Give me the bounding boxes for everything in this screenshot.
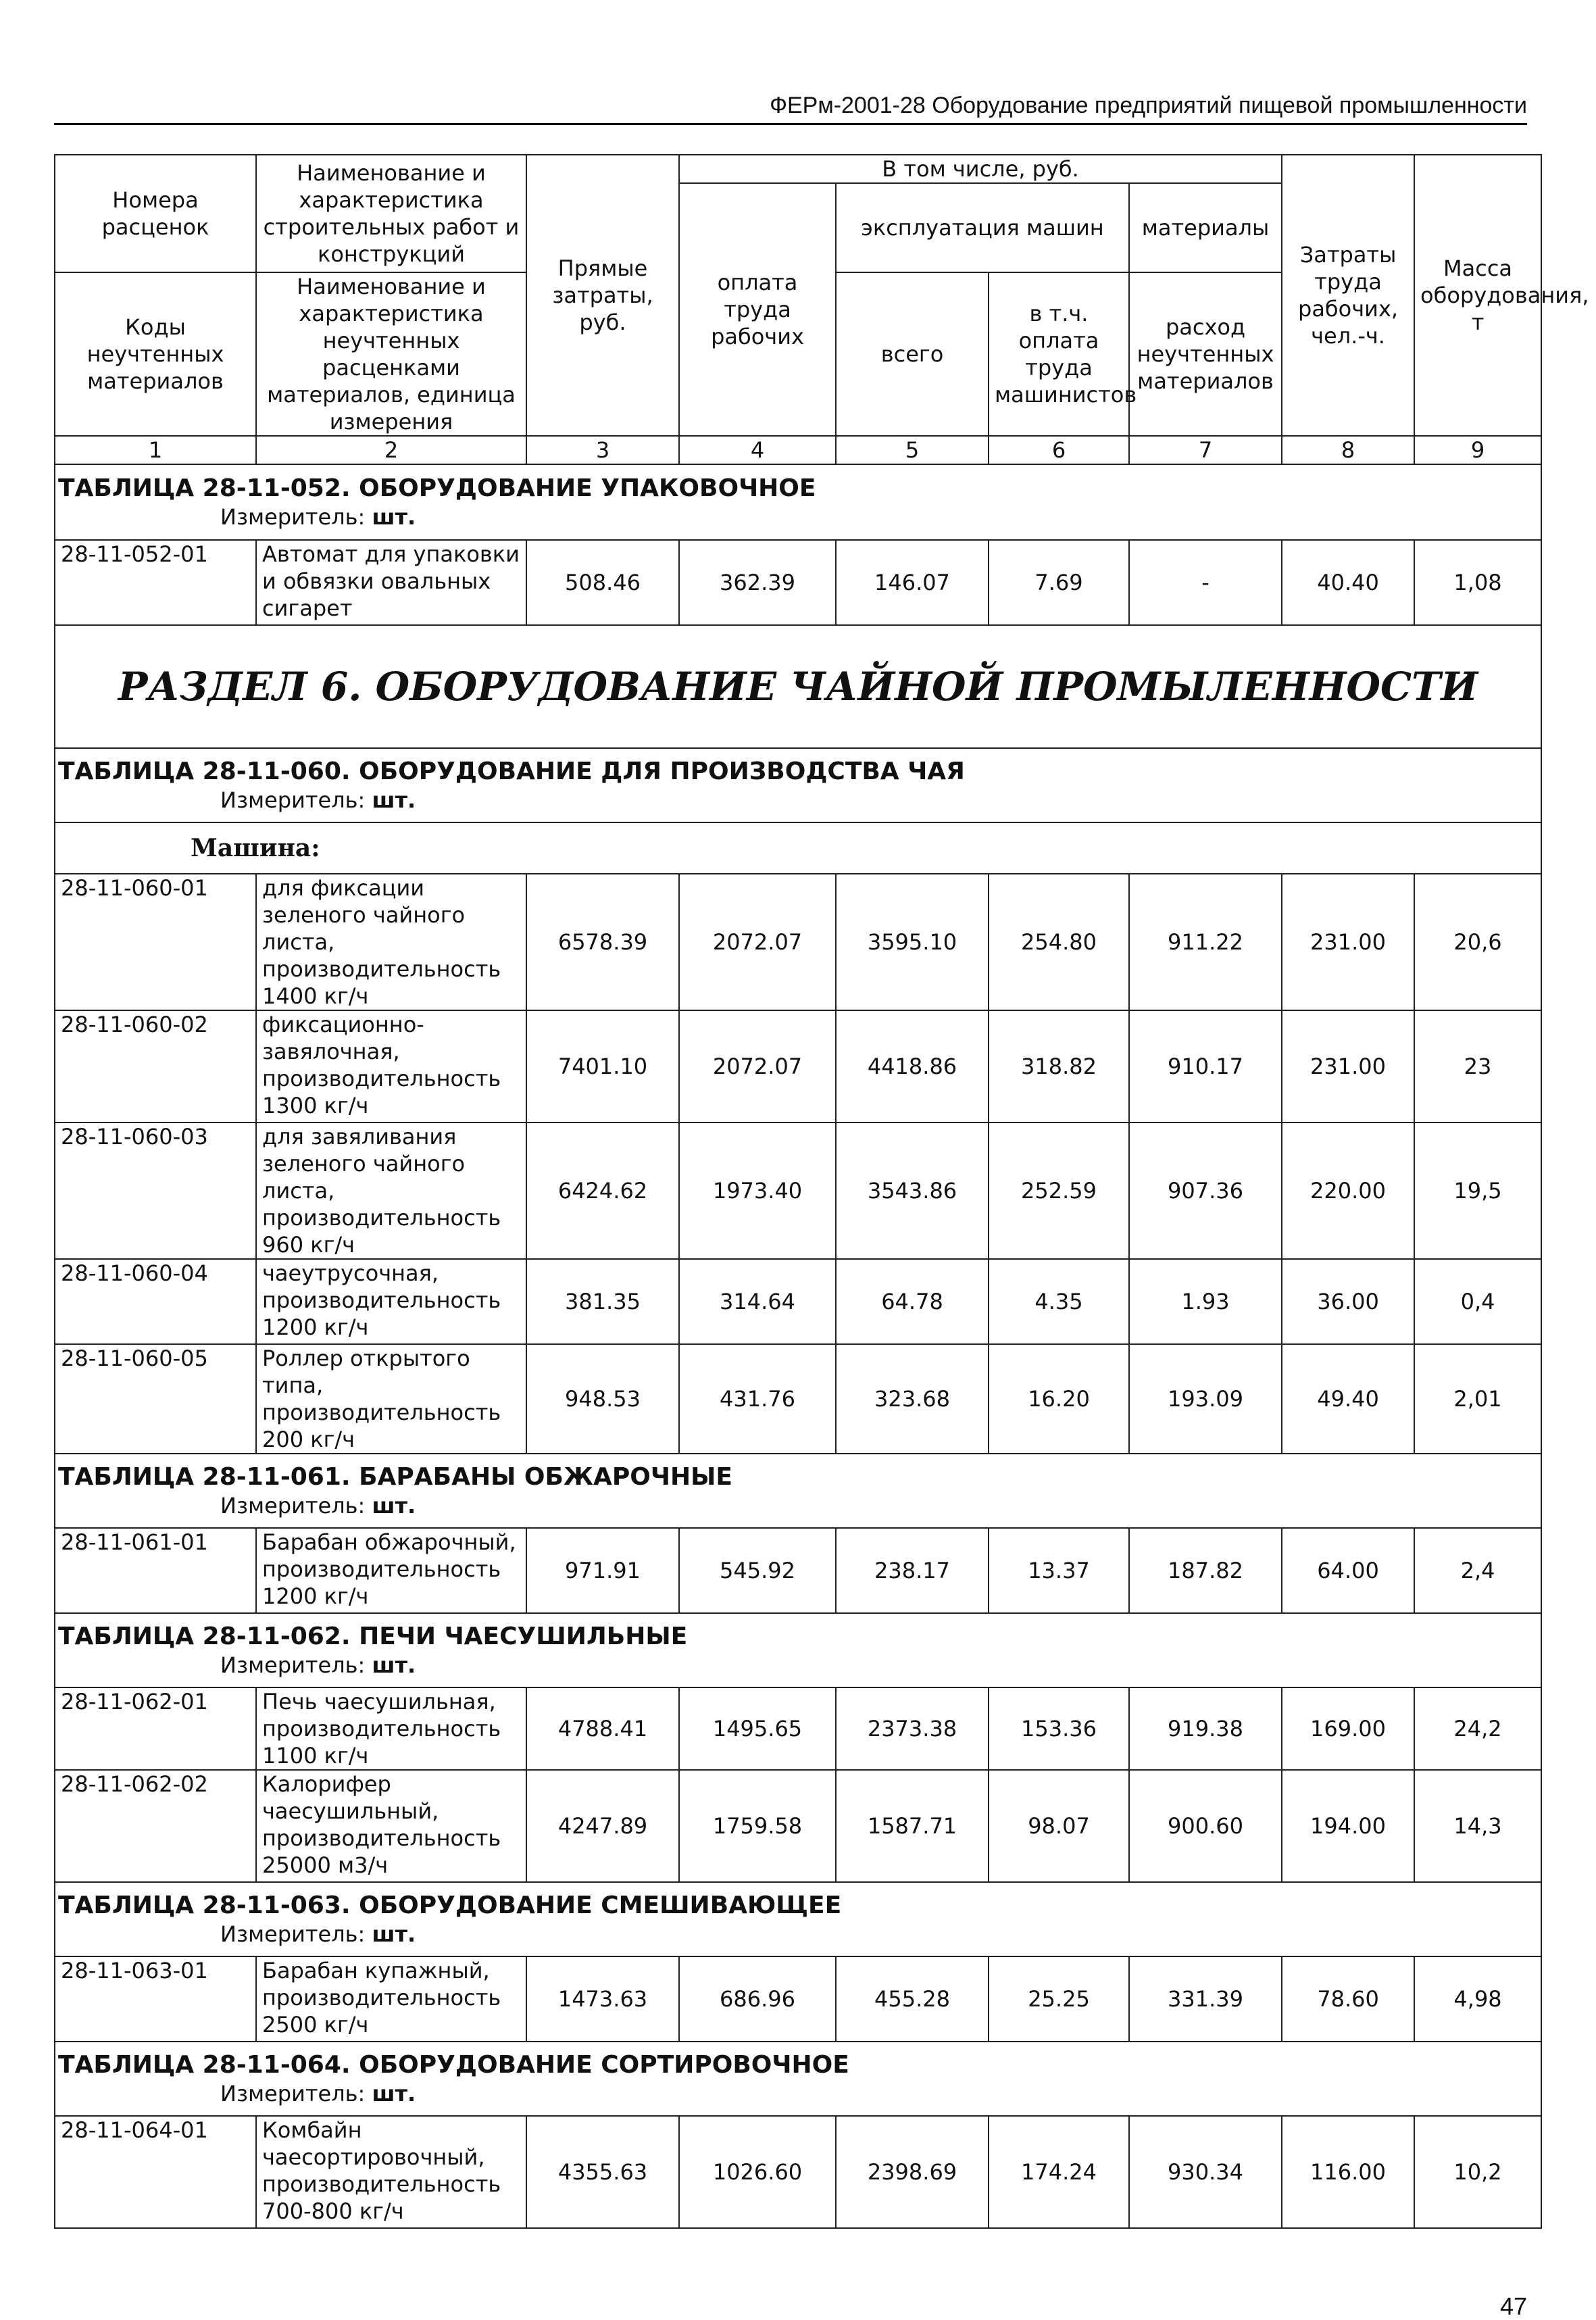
table-title-row (55, 1454, 1541, 1528)
table-title (55, 1882, 1541, 1956)
cell-mach: 455.28 (836, 1956, 989, 2042)
table-title (55, 2042, 1541, 2116)
rate-code: 28-11-062-02 (55, 1770, 256, 1882)
running-header: ФЕРм-2001-28 Оборудование предприятий пищевой промышленности (54, 92, 1527, 125)
cell-labor: 431.76 (679, 1344, 836, 1454)
unit-label: Измеритель: (220, 1493, 366, 1519)
rate-code: 28-11-060-02 (55, 1010, 256, 1122)
unit-value: шт. (372, 1493, 416, 1519)
table-title-row (55, 1882, 1541, 1956)
rates-table (54, 154, 1589, 2229)
cell-hours: 116.00 (1282, 2116, 1414, 2228)
rate-code: 28-11-060-01 (55, 874, 256, 1010)
cell-materials: 919.38 (1129, 1687, 1282, 1770)
rate-name: Барабан обжарочный, производительность 1200 кг/ч (256, 1528, 526, 1613)
page-number: 47 (1499, 2292, 1527, 2320)
cell-direct: 6578.39 (526, 874, 679, 1010)
col-header-operator-pay: в т.ч. оплата труда машинистов (989, 272, 1129, 436)
rate-code: 28-11-052-01 (55, 540, 256, 625)
unit-line (58, 787, 1535, 814)
rate-name: фиксационно-завялочная, производительность 1300 кг/ч (256, 1010, 526, 1122)
table-title-text: ТАБЛИЦА 28-11-063. ОБОРУДОВАНИЕ СМЕШИВАЮЩЕЕ (58, 1892, 842, 1919)
cell-mass: 19,5 (1414, 1122, 1541, 1259)
cell-mach: 1587.71 (836, 1770, 989, 1882)
cell-direct: 7401.10 (526, 1010, 679, 1122)
cell-materials: 331.39 (1129, 1956, 1282, 2042)
col-header-unaccounted-materials: Наименование и характеристика неучтенных расценками материалов, единица измерения (256, 272, 526, 436)
table-row (55, 1528, 1541, 1613)
section-title: РАЗДЕЛ 6. ОБОРУДОВАНИЕ ЧАЙНОЙ ПРОМЫЛЕННОСТИ (55, 625, 1541, 748)
table-title (55, 1454, 1541, 1528)
cell-mass: 24,2 (1414, 1687, 1541, 1770)
cell-hours: 78.60 (1282, 1956, 1414, 2042)
table-title (55, 748, 1541, 822)
cell-hours: 169.00 (1282, 1687, 1414, 1770)
col-number: 8 (1282, 436, 1414, 464)
cell-labor: 1495.65 (679, 1687, 836, 1770)
unit-value: шт. (372, 1652, 416, 1678)
cell-mach-labor: 16.20 (989, 1344, 1129, 1454)
cell-mach-labor: 13.37 (989, 1528, 1129, 1613)
table-title-text: ТАБЛИЦА 28-11-061. БАРАБАНЫ ОБЖАРОЧНЫЕ (58, 1463, 732, 1491)
col-header-direct-costs: Прямые затраты, руб. (526, 155, 679, 436)
table-row (55, 1770, 1541, 1882)
cell-direct: 4788.41 (526, 1687, 679, 1770)
cell-mach-labor: 174.24 (989, 2116, 1129, 2228)
cell-labor: 2072.07 (679, 1010, 836, 1122)
table-title-text: ТАБЛИЦА 28-11-052. ОБОРУДОВАНИЕ УПАКОВОЧНОЕ (58, 474, 816, 502)
rate-name: Калорифер чаесушильный, производительность 25000 м3/ч (256, 1770, 526, 1882)
col-header-machine-operation: эксплуатация машин (836, 183, 1129, 272)
cell-mach-labor: 25.25 (989, 1956, 1129, 2042)
rate-name: Роллер открытого типа, производительность 200 кг/ч (256, 1344, 526, 1454)
machine-row (55, 822, 1541, 874)
cell-hours: 231.00 (1282, 874, 1414, 1010)
cell-mach-labor: 7.69 (989, 540, 1129, 625)
unit-value: шт. (372, 787, 416, 813)
cell-labor: 314.64 (679, 1259, 836, 1344)
cell-mach: 2373.38 (836, 1687, 989, 1770)
col-header-unaccounted-consumption: расход неучтенных материалов (1129, 272, 1282, 436)
rate-name: Барабан купажный, производительность 2500 кг/ч (256, 1956, 526, 2042)
unit-line (58, 2080, 1535, 2107)
cell-direct: 971.91 (526, 1528, 679, 1613)
cell-direct: 948.53 (526, 1344, 679, 1454)
rate-name: Печь чаесушильная, производительность 1100 кг/ч (256, 1687, 526, 1770)
cell-materials: 900.60 (1129, 1770, 1282, 1882)
col-header-worker-pay: оплата труда рабочих (679, 183, 836, 436)
cell-direct: 6424.62 (526, 1122, 679, 1259)
table-row (55, 2116, 1541, 2228)
cell-mach: 3543.86 (836, 1122, 989, 1259)
cell-labor: 1973.40 (679, 1122, 836, 1259)
col-header-unaccounted-codes: Коды неучтенных материалов (55, 272, 256, 436)
rate-code: 28-11-064-01 (55, 2116, 256, 2228)
rate-name: Комбайн чаесортировочный, производительность 700-800 кг/ч (256, 2116, 526, 2228)
col-number: 4 (679, 436, 836, 464)
cell-labor: 362.39 (679, 540, 836, 625)
cell-materials: 1.93 (1129, 1259, 1282, 1344)
cell-materials: 907.36 (1129, 1122, 1282, 1259)
cell-mach: 2398.69 (836, 2116, 989, 2228)
cell-labor: 1026.60 (679, 2116, 836, 2228)
rate-code: 28-11-060-05 (55, 1344, 256, 1454)
cell-mass: 20,6 (1414, 874, 1541, 1010)
cell-mach-labor: 254.80 (989, 874, 1129, 1010)
col-number: 3 (526, 436, 679, 464)
rate-code: 28-11-063-01 (55, 1956, 256, 2042)
col-header-labor-hours: Затраты труда рабочих, чел.-ч. (1282, 155, 1414, 436)
table-title-text: ТАБЛИЦА 28-11-064. ОБОРУДОВАНИЕ СОРТИРОВОЧНОЕ (58, 2051, 849, 2079)
cell-hours: 40.40 (1282, 540, 1414, 625)
table-title-text: ТАБЛИЦА 28-11-060. ОБОРУДОВАНИЕ ДЛЯ ПРОИЗВОДСТВА ЧАЯ (58, 758, 965, 785)
table-title-row (55, 1613, 1541, 1687)
cell-hours: 36.00 (1282, 1259, 1414, 1344)
cell-mach-labor: 4.35 (989, 1259, 1129, 1344)
cell-mach: 4418.86 (836, 1010, 989, 1122)
cell-mach: 64.78 (836, 1259, 989, 1344)
col-number: 2 (256, 436, 526, 464)
unit-label: Измеритель: (220, 2081, 366, 2106)
table-row (55, 1956, 1541, 2042)
unit-value: шт. (372, 1921, 416, 1947)
table-row (55, 1259, 1541, 1344)
unit-line (58, 1492, 1535, 1519)
rate-code: 28-11-061-01 (55, 1528, 256, 1613)
cell-direct: 508.46 (526, 540, 679, 625)
cell-materials: 930.34 (1129, 2116, 1282, 2228)
col-header-including: В том числе, руб. (679, 155, 1282, 183)
col-header-machines-total: всего (836, 272, 989, 436)
table-row (55, 540, 1541, 625)
cell-materials: 911.22 (1129, 874, 1282, 1010)
cell-labor: 1759.58 (679, 1770, 836, 1882)
cell-mach: 238.17 (836, 1528, 989, 1613)
col-number: 7 (1129, 436, 1282, 464)
rate-name: для завяливания зеленого чайного листа, производительность 960 кг/ч (256, 1122, 526, 1259)
col-header-materials: материалы (1129, 183, 1282, 272)
rate-name: чаеутрусочная, производительность 1200 кг/ч (256, 1259, 526, 1344)
cell-mass: 10,2 (1414, 2116, 1541, 2228)
cell-labor: 545.92 (679, 1528, 836, 1613)
cell-mach-labor: 252.59 (989, 1122, 1129, 1259)
unit-line (58, 503, 1535, 530)
cell-materials: - (1129, 540, 1282, 625)
cell-mass: 14,3 (1414, 1770, 1541, 1882)
unit-value: шт. (372, 504, 416, 530)
col-number: 1 (55, 436, 256, 464)
cell-mach: 3595.10 (836, 874, 989, 1010)
cell-mach: 323.68 (836, 1344, 989, 1454)
cell-materials: 187.82 (1129, 1528, 1282, 1613)
unit-value: шт. (372, 2081, 416, 2106)
cell-hours: 64.00 (1282, 1528, 1414, 1613)
rate-code: 28-11-060-03 (55, 1122, 256, 1259)
table-row (55, 1687, 1541, 1770)
rate-name: Автомат для упаковки и обвязки овальных сигарет (256, 540, 526, 625)
rate-code: 28-11-062-01 (55, 1687, 256, 1770)
cell-hours: 49.40 (1282, 1344, 1414, 1454)
cell-labor: 2072.07 (679, 874, 836, 1010)
cell-direct: 1473.63 (526, 1956, 679, 2042)
table-title-row (55, 464, 1541, 540)
cell-direct: 4355.63 (526, 2116, 679, 2228)
rate-name: для фиксации зеленого чайного листа, производительность 1400 кг/ч (256, 874, 526, 1010)
table-row (55, 1122, 1541, 1259)
table-row (55, 1010, 1541, 1122)
cell-mach-labor: 318.82 (989, 1010, 1129, 1122)
table-title (55, 464, 1541, 540)
cell-hours: 220.00 (1282, 1122, 1414, 1259)
col-header-work-name: Наименование и характеристика строительных работ и конструкций (256, 155, 526, 272)
cell-hours: 231.00 (1282, 1010, 1414, 1122)
cell-mach-labor: 98.07 (989, 1770, 1129, 1882)
unit-line (58, 1652, 1535, 1679)
cell-mass: 23 (1414, 1010, 1541, 1122)
table-row (55, 1344, 1541, 1454)
cell-direct: 4247.89 (526, 1770, 679, 1882)
unit-label: Измеритель: (220, 1652, 366, 1678)
cell-mach-labor: 153.36 (989, 1687, 1129, 1770)
cell-direct: 381.35 (526, 1259, 679, 1344)
table-title (55, 1613, 1541, 1687)
col-number: 5 (836, 436, 989, 464)
cell-mass: 0,4 (1414, 1259, 1541, 1344)
unit-line (58, 1921, 1535, 1948)
table-title-row (55, 748, 1541, 822)
cell-mass: 2,4 (1414, 1528, 1541, 1613)
rate-code: 28-11-060-04 (55, 1259, 256, 1344)
cell-mass: 1,08 (1414, 540, 1541, 625)
section-row (55, 625, 1541, 748)
unit-label: Измеритель: (220, 1921, 366, 1947)
col-header-rate-numbers: Номера расценок (55, 155, 256, 272)
table-row (55, 874, 1541, 1010)
cell-mass: 2,01 (1414, 1344, 1541, 1454)
cell-materials: 193.09 (1129, 1344, 1282, 1454)
table-title-text: ТАБЛИЦА 28-11-062. ПЕЧИ ЧАЕСУШИЛЬНЫЕ (58, 1623, 688, 1650)
cell-materials: 910.17 (1129, 1010, 1282, 1122)
cell-labor: 686.96 (679, 1956, 836, 2042)
unit-label: Измеритель: (220, 787, 366, 813)
col-header-equipment-mass: Масса оборудования, т (1414, 155, 1541, 436)
cell-hours: 194.00 (1282, 1770, 1414, 1882)
table-title-row (55, 2042, 1541, 2116)
col-number: 6 (989, 436, 1129, 464)
cell-mach: 146.07 (836, 540, 989, 625)
unit-label: Измеритель: (220, 504, 366, 530)
col-number: 9 (1414, 436, 1541, 464)
cell-mass: 4,98 (1414, 1956, 1541, 2042)
machine-label: Машина: (55, 822, 1541, 874)
